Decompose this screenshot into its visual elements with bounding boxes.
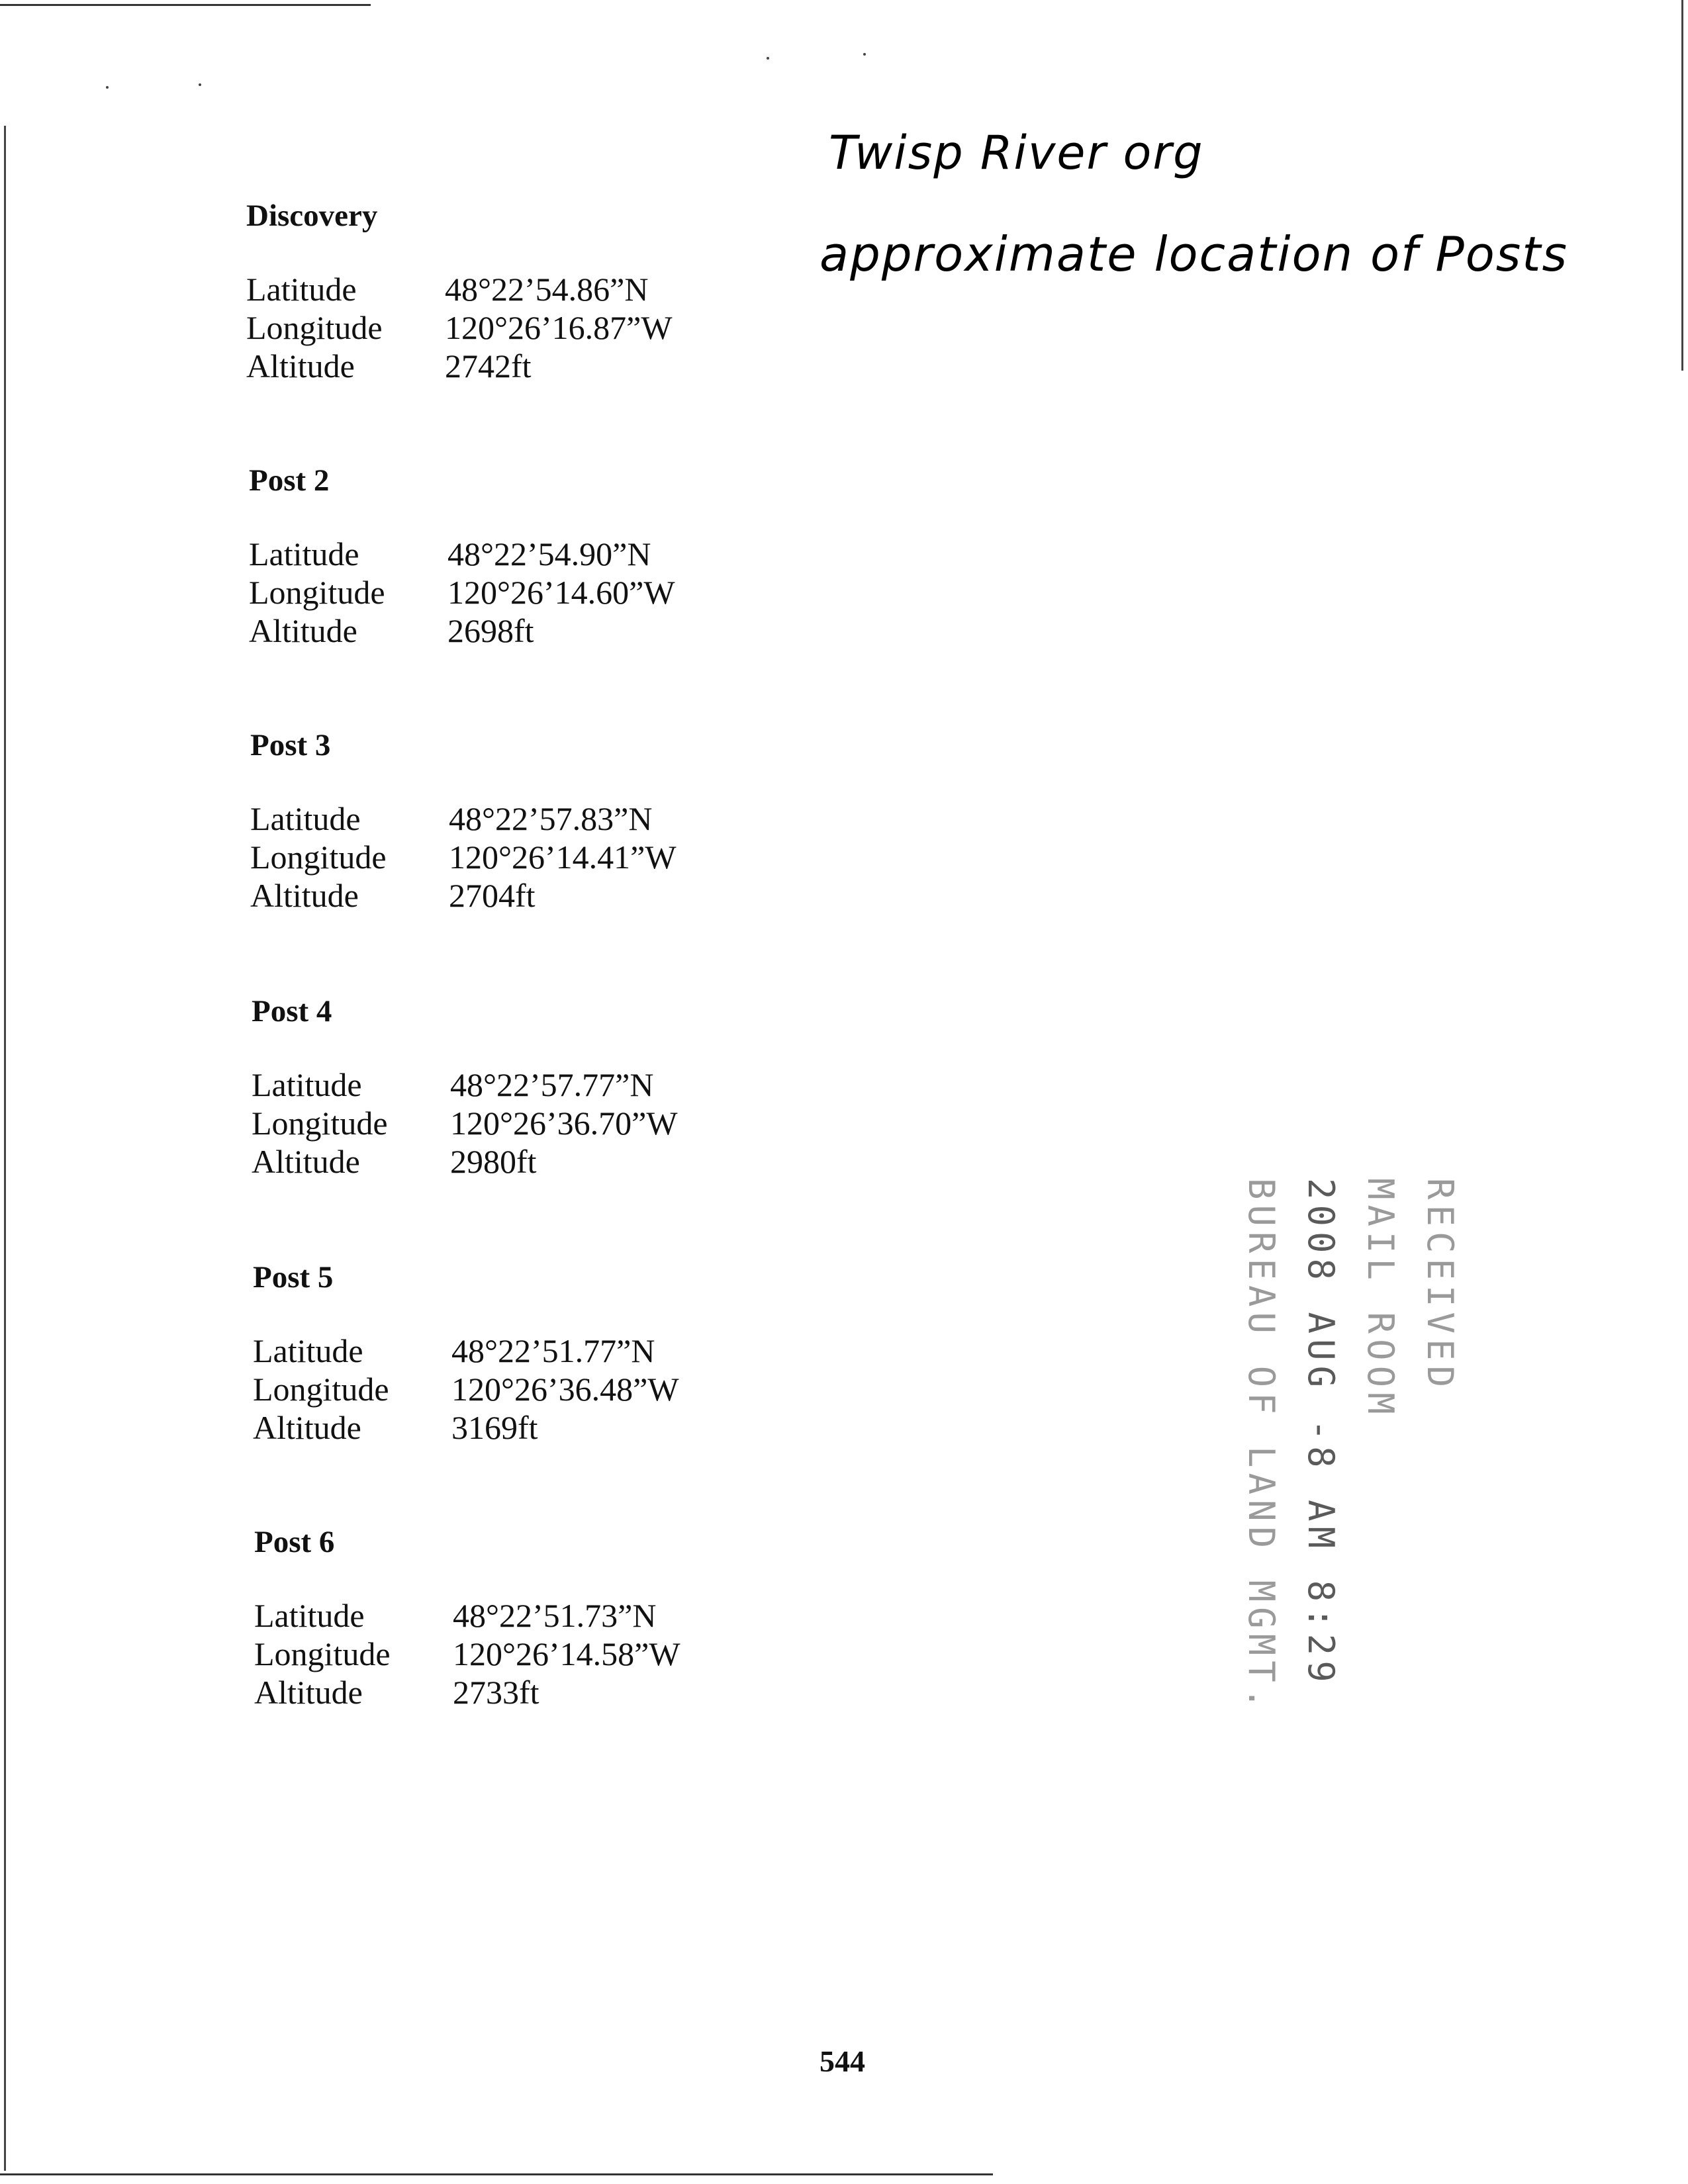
table-row — [246, 308, 673, 347]
table-row — [250, 838, 677, 876]
coordinate-value: 2742ft — [445, 347, 532, 385]
table-row — [249, 612, 675, 650]
stamp-date: 2008 AUG -8 AM 8:29 — [1300, 1178, 1342, 1688]
coordinate-label: Latitude — [252, 1066, 362, 1103]
table-row — [252, 1104, 678, 1142]
post-section-discovery — [246, 197, 673, 385]
post-section-3 — [250, 727, 677, 915]
table-row — [246, 347, 673, 385]
coordinate-label: Latitude — [254, 1597, 365, 1634]
post-section-2 — [249, 462, 675, 650]
post-title: Post 5 — [253, 1260, 334, 1295]
coordinate-label: Altitude — [246, 347, 355, 385]
page-number: 544 — [820, 2044, 865, 2078]
coordinate-label: Latitude — [249, 535, 359, 572]
coordinate-value: 48°22’51.73”N — [453, 1597, 657, 1634]
table-row — [249, 535, 675, 573]
coordinate-value: 2733ft — [453, 1674, 539, 1711]
coordinate-label: Longitude — [253, 1371, 389, 1408]
table-row — [252, 1066, 678, 1104]
coordinate-value: 120°26’36.48”W — [451, 1371, 679, 1408]
scan-speck — [863, 53, 866, 56]
coordinate-value: 48°22’51.77”N — [451, 1332, 655, 1369]
scan-edge-bottom — [0, 2173, 993, 2175]
post-section-6 — [254, 1524, 680, 1711]
coordinate-value: 2980ft — [450, 1143, 537, 1180]
coordinate-label: Longitude — [252, 1105, 388, 1142]
coordinate-value: 48°22’57.77”N — [450, 1066, 654, 1103]
stamp-agency: BUREAU OF LAND MGMT. — [1241, 1178, 1282, 1715]
coordinate-label: Latitude — [246, 271, 357, 308]
post-title: Post 4 — [252, 994, 332, 1028]
table-row — [254, 1635, 680, 1673]
received-stamp — [1241, 1178, 1595, 1715]
coordinate-label: Longitude — [246, 309, 383, 346]
post-section-4 — [252, 993, 678, 1181]
coordinate-label: Longitude — [250, 839, 387, 876]
handwritten-note-line1: Twisp River org — [829, 126, 1204, 180]
post-title: Post 2 — [249, 463, 330, 498]
coordinate-value: 120°26’14.41”W — [449, 839, 677, 876]
coordinate-label: Altitude — [252, 1143, 360, 1180]
table-row — [253, 1332, 679, 1370]
table-row — [253, 1370, 679, 1408]
table-row — [249, 573, 675, 612]
post-title: Post 3 — [250, 728, 331, 762]
post-title: Discovery — [246, 199, 378, 233]
coordinate-value: 2698ft — [447, 612, 534, 649]
coordinate-table — [252, 1066, 678, 1181]
scan-speck — [106, 86, 109, 89]
table-row — [254, 1673, 680, 1711]
stamp-mail-room: MAIL ROOM — [1360, 1178, 1401, 1420]
coordinate-value: 120°26’14.58”W — [453, 1635, 680, 1672]
table-row — [250, 876, 677, 915]
coordinate-value: 48°22’57.83”N — [449, 800, 653, 837]
coordinate-value: 2704ft — [449, 877, 536, 914]
coordinate-value: 120°26’36.70”W — [450, 1105, 678, 1142]
coordinate-table — [250, 799, 677, 915]
scan-speck — [199, 83, 201, 86]
coordinate-label: Altitude — [254, 1674, 363, 1711]
scan-edge-top — [0, 4, 371, 6]
stamp-text-block — [1231, 1178, 1470, 1714]
coordinate-label: Altitude — [253, 1409, 361, 1446]
table-row — [252, 1142, 678, 1181]
coordinate-label: Latitude — [250, 800, 361, 837]
coordinate-label: Longitude — [254, 1635, 391, 1672]
scan-speck — [767, 57, 769, 60]
coordinate-value: 120°26’16.87”W — [445, 309, 673, 346]
coordinate-table — [254, 1596, 680, 1711]
coordinate-label: Altitude — [250, 877, 359, 914]
table-row — [253, 1408, 679, 1447]
coordinate-label: Longitude — [249, 574, 385, 611]
coordinate-label: Latitude — [253, 1332, 363, 1369]
coordinate-value: 3169ft — [451, 1409, 538, 1446]
coordinate-value: 48°22’54.86”N — [445, 271, 649, 308]
post-section-5 — [253, 1259, 679, 1447]
table-row — [246, 270, 673, 308]
coordinate-value: 120°26’14.60”W — [447, 574, 675, 611]
scan-edge-left — [4, 126, 6, 2171]
coordinate-table — [246, 270, 673, 385]
coordinate-value: 48°22’54.90”N — [447, 535, 651, 572]
coordinate-table — [253, 1332, 679, 1447]
scan-edge-right — [1681, 0, 1683, 371]
table-row — [250, 799, 677, 838]
coordinate-label: Altitude — [249, 612, 357, 649]
table-row — [254, 1596, 680, 1635]
handwritten-note-line2: approximate location of Posts — [820, 226, 1569, 282]
coordinate-table — [249, 535, 675, 650]
post-title: Post 6 — [254, 1525, 335, 1559]
stamp-received: RECEIVED — [1419, 1178, 1461, 1393]
